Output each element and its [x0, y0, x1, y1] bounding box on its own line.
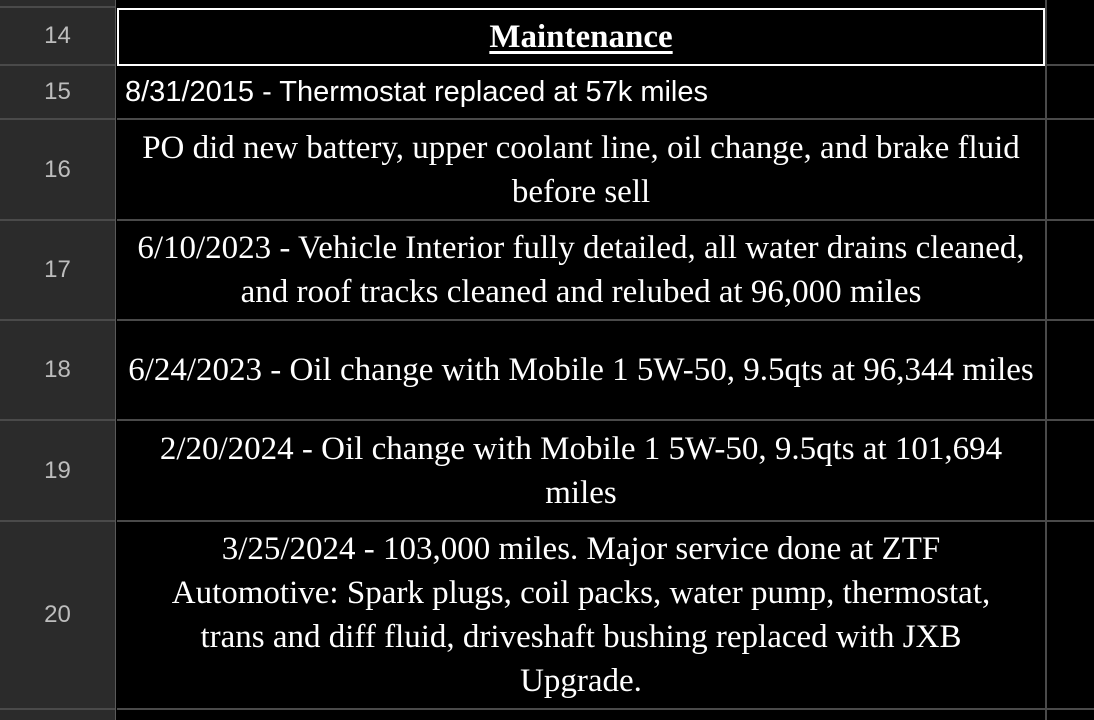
row-header-15[interactable]: 15: [0, 66, 115, 120]
row-header-18[interactable]: 18: [0, 321, 115, 421]
cell-b-18[interactable]: [1047, 321, 1094, 421]
cell-row-18[interactable]: 6/24/2023 - Oil change with Mobile 1 5W-50, 9.5qts at 96,344 miles: [117, 321, 1045, 421]
row-header-19[interactable]: 19: [0, 421, 115, 522]
cell-b-15[interactable]: [1047, 66, 1094, 120]
row-header-column: [0, 0, 116, 720]
cell-row-20[interactable]: 3/25/2024 - 103,000 miles. Major service done at ZTF Automotive: Spark plugs, coil packs, water pump, thermostat, trans and diff fluid, driveshaft bushing replaced with JXB Upgrade.: [117, 522, 1045, 710]
column-a: [117, 0, 1045, 720]
row-header-17[interactable]: 17: [0, 221, 115, 321]
cell-b-16[interactable]: [1047, 120, 1094, 221]
cell-b-14[interactable]: [1047, 0, 1094, 66]
cell-b-17[interactable]: [1047, 221, 1094, 321]
row-header-16[interactable]: 16: [0, 120, 115, 221]
row-header-14[interactable]: 14: [0, 8, 115, 66]
cell-b-20[interactable]: [1047, 522, 1094, 710]
column-b: [1045, 0, 1094, 720]
row-header-20[interactable]: 20: [0, 522, 115, 710]
cell-b-19[interactable]: [1047, 421, 1094, 522]
cell-maintenance-header[interactable]: Maintenance: [117, 8, 1045, 66]
cell-row-15[interactable]: 8/31/2015 - Thermostat replaced at 57k miles: [117, 66, 1045, 120]
row-header-divider: [0, 0, 115, 8]
cell-row-17[interactable]: 6/10/2023 - Vehicle Interior fully detailed, all water drains cleaned, and roof tracks cleaned and relubed at 96,000 miles: [117, 221, 1045, 321]
cell-row-19[interactable]: 2/20/2024 - Oil change with Mobile 1 5W-50, 9.5qts at 101,694 miles: [117, 421, 1045, 522]
cell-row-16[interactable]: PO did new battery, upper coolant line, oil change, and brake fluid before sell: [117, 120, 1045, 221]
